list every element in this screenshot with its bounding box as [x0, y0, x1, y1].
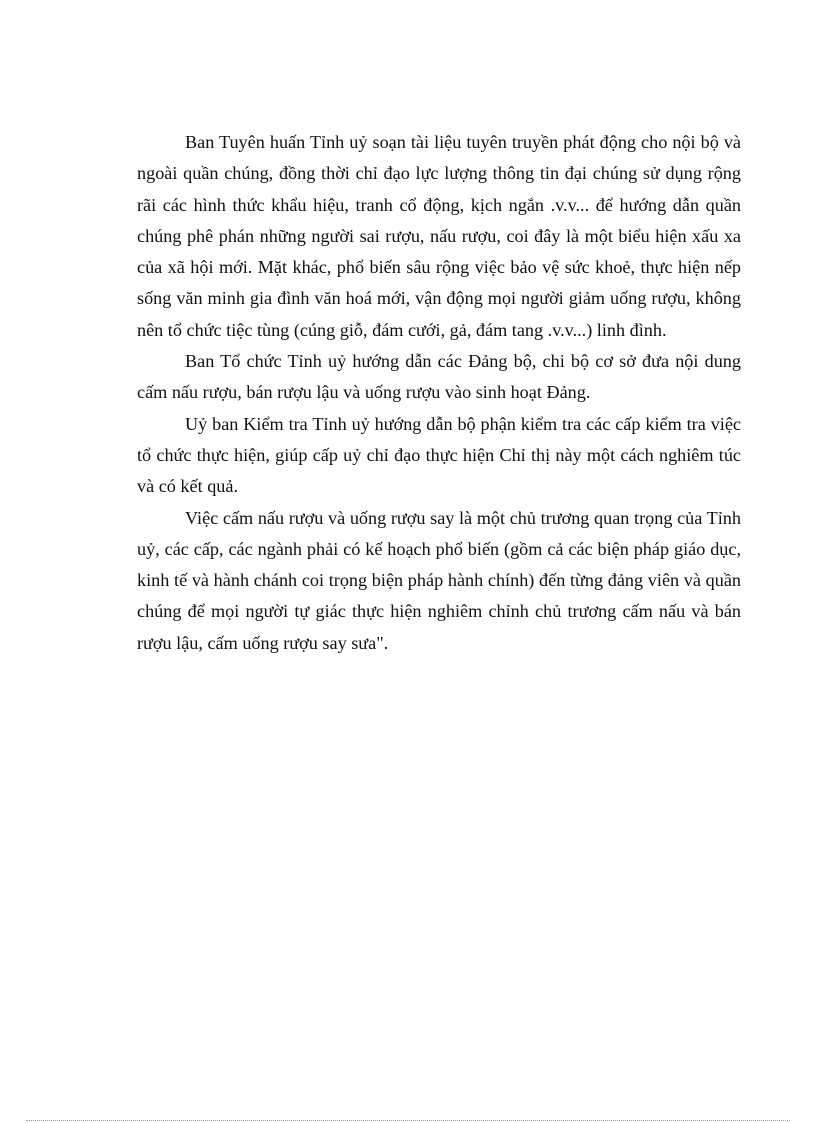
footer-dotted-rule — [26, 1120, 790, 1121]
paragraph-conclusion: Việc cấm nấu rượu và uống rượu say là một chủ trương quan trọng của Tỉnh uỷ, các cấp, các ngành phải có kế hoạch phổ biến (gồm cả các biện pháp giáo dục, kinh tế và hành chánh coi trọng biện pháp hành chính) đến từng đảng viên và quần chúng để mọi người tự giác thực hiện nghiêm chỉnh chủ trương cấm nấu và bán rượu lậu, cấm uống rượu say sưa". — [137, 507, 741, 653]
paragraph-organization: Ban Tổ chức Tỉnh uỷ hướng dẫn các Đảng bộ, chi bộ cơ sở đưa nội dung cấm nấu rượu, bán rượu lậu và uống rượu vào sinh hoạt Đảng. — [137, 351, 741, 403]
paragraph-inspection: Uỷ ban Kiểm tra Tỉnh uỷ hướng dẫn bộ phận kiểm tra các cấp kiểm tra việc tổ chức thực hiện, giúp cấp uỷ chỉ đạo thực hiện Chỉ thị này một cách nghiêm túc và có kết quả. — [137, 413, 741, 497]
paragraph-propaganda: Ban Tuyên huấn Tỉnh uỷ soạn tài liệu tuyên truyền phát động cho nội bộ và ngoài quần chúng, đồng thời chỉ đạo lực lượng thông tin đại chúng sử dụng rộng rãi các hình thức khẩu hiệu, tranh cổ động, kịch ngắn .v.v... để hướng dẫn quần chúng phê phán những người sai rượu, nấu rượu, coi đây là một biểu hiện xấu xa của xã hội mới. Mặt khác, phổ biến sâu rộng việc bảo vệ sức khoẻ, thực hiện nếp sống văn minh gia đình văn hoá mới, vận động mọi người giảm uống rượu, không nên tổ chức tiệc tùng (cúng giỗ, đám cưới, gả, đám tang .v.v...) linh đình. — [137, 132, 741, 340]
document-body — [137, 127, 741, 659]
